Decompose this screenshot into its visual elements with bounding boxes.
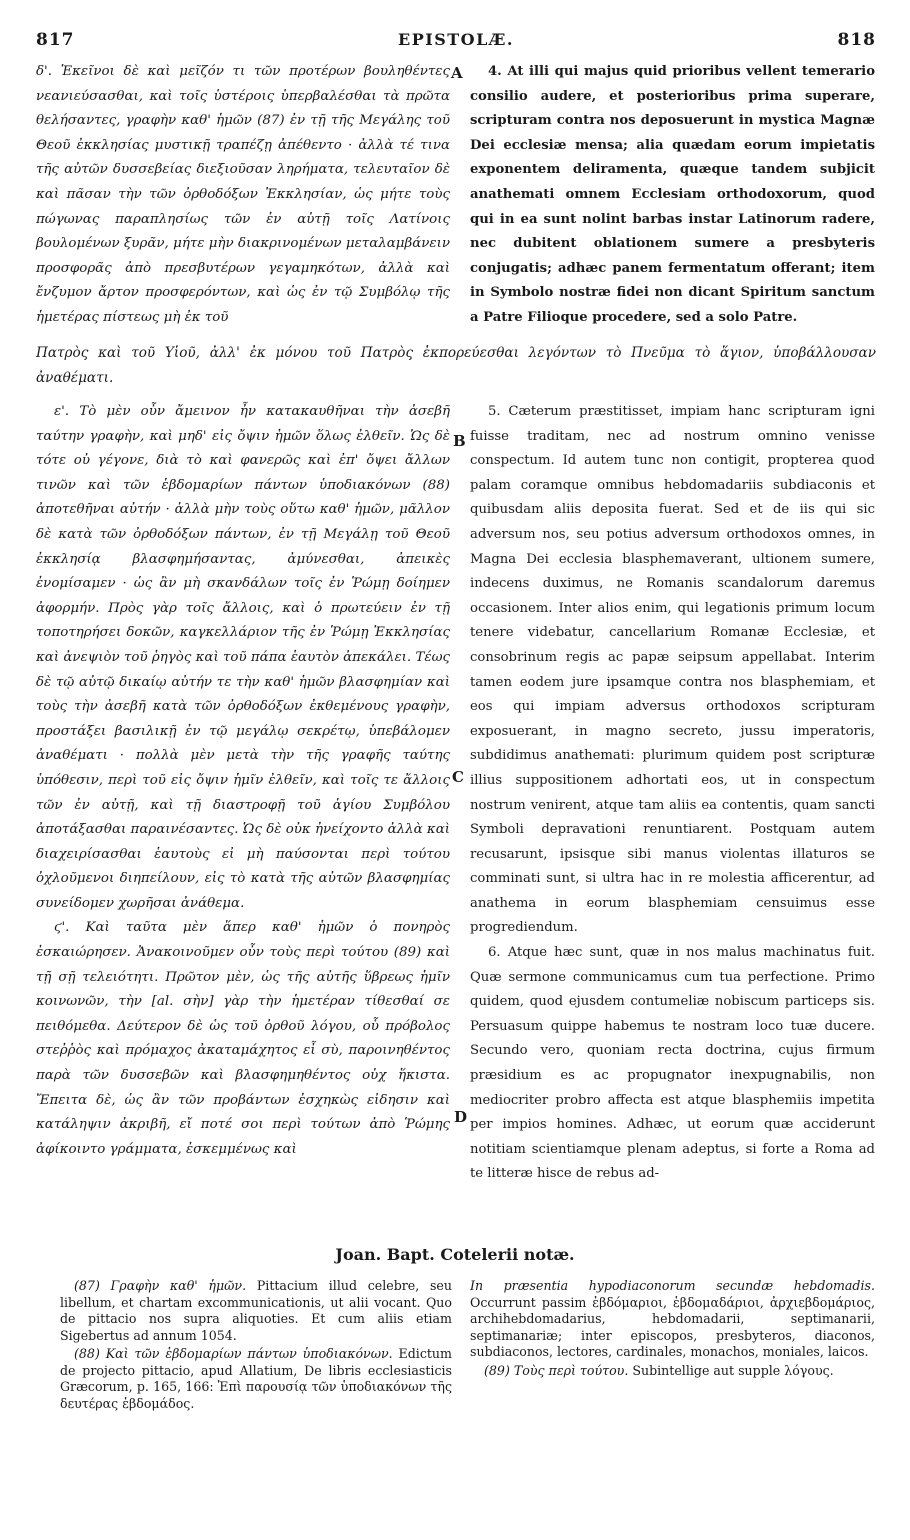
margin-marker-d: D <box>454 1108 468 1126</box>
latin-paragraph-6: 6. Atque hæc sunt, quæ in nos malus machinatus fuit. Quæ sermone communicamus cum tua perfectione. Primo quidem, quod ejusdem contumeliæ nobiscum particeps sis. Persuasum quippe habemus te nostram loco tuæ ducere. Secundo vero, quoniam recta doctrina, cujus firmum præsidium es ac propugnator inexpugnabilis, non mediocriter probro affecta est atque blasphemiis impetita per impios homines. Adhæc, ut eorum quæ acciderunt notitiam scientiamque plenam adeptus, si forte a Roma ad te litteræ hisce de rebus ad- <box>470 945 875 1182</box>
notes-right-column <box>470 1278 875 1381</box>
note-89 <box>470 1363 875 1380</box>
margin-marker-a: A <box>451 64 463 82</box>
greek-paragraph-4: δ'. Ἐκεῖνοι δὲ καὶ μεῖζόν τι τῶν προτέρων βουληθέντες νεανιεύσασθαι, καὶ τοῖς ὑστέροις ὑπερβαλέσθαι τὰ πρῶτα θελήσαντες, γραφὴν καθ' ἡμῶν (87) ἐν τῇ τῆς Μεγάλης τοῦ Θεοῦ ἐκκλησίας μυστικῇ τραπέζῃ ἀπέθεντο · ἀλλὰ τέ τινα τῆς αὐτῶν δυσσεβείας διεξιοῦσαν ληρήματα, τελευταῖον δὲ καὶ πᾶσαν τὴν τῶν ὀρθοδόξων Ἐκκλησίαν, ὡς μήτε τοὺς πώγωνας παραπλησίως τῶν ἐν αὐτῇ τοῖς Λατίνοις βουλομένων ξυρᾶν, μήτε μὴν διακρινομένων μεταλαμβάνειν προσφορᾶς ἀπὸ πρεσβυτέρων γεγαμηκότων, ἀλλὰ καὶ ἔνζυμον ἄρτον προσφερόντων, καὶ ὡς ἐν τῷ Συμβόλῳ τῆς ἡμετέρας πίστεως μὴ ἐκ τοῦ <box>36 64 450 325</box>
greek-paragraph-5: ε'. Τὸ μὲν οὖν ἄμεινον ἦν κατακαυθῆναι τὴν ἀσεβῆ ταύτην γραφὴν, καὶ μηδ' εἰς ὄψιν ἡμῶν ὅλως ἐλθεῖν. Ὡς δὲ τότε οὐ γέγονε, διὰ τὸ καὶ φανερῶς καὶ ἐπ' ὄψει ἄλλων τινῶν καὶ τῶν ἑβδομαρίων πάντων ὑποδιακόνων (88) ἀποτεθῆναι αὐτήν · ἀλλὰ μὴν τοὺς οὕτω καθ' ἡμῶν, μᾶλλον δὲ κατὰ τῶν ὀρθοδόξων πάντων, ἐν τῇ Μεγάλῃ τοῦ Θεοῦ ἐκκλησίᾳ βλασφημήσαντας, ἀμύνεσθαι, ἀπεικὲς ἐνομίσαμεν · ὡς ἂν μὴ σκανδάλων τοῖς ἐν Ῥώμῃ δοίημεν ἀφορμήν. Πρὸς γὰρ τοῖς ἄλλοις, καὶ ὁ πρωτεύειν ἐν τῇ τοποτηρήσει δοκῶν, καγκελλάριον τῆς ἐν Ῥώμῃ Ἐκκλησίας καὶ ἀνεψιὸν τοῦ ῥηγὸς καὶ τοῦ πάπα ἑαυτὸν ἀπεκάλει. Τέως δὲ τῷ αὐτῷ δικαίῳ αὐτήν τε τὴν καθ' ἡμῶν βλασφημίαν καὶ τοὺς τὴν ἀσεβῆ κατὰ τῶν ὀρθοδόξων ἐκθεμένους γραφὴν, προστάξει βασιλικῇ ἐν τῷ μεγάλῳ σεκρέτῳ, ὑπεβάλομεν ἀναθέματι · πολλὰ μὲν μετὰ τὴν τῆς γραφῆς ταύτης ὑπόθεσιν, περὶ τοῦ εἰς ὄψιν ἡμῖν ἐλθεῖν, καὶ τοῖς τε ἄλλοις τῶν ἐν αὐτῇ, καὶ τῇ διαστροφῇ τοῦ ἁγίου Συμβόλου ἀποτάξασθαι παραινέσαντες. Ὡς δὲ οὐκ ἠνείχοντο ἀλλὰ καὶ διαχειρίσασθαι ἑαυτοὺς εἰ μὴ παύσονται περὶ τούτου ὀχλοῦμενοι διηπείλουν, εἰς τὸ κατὰ τῆς αὐτῶν βλασφημίας συνείδομεν χωρῆσαι ἀνάθεμα. <box>36 404 450 911</box>
note-88 <box>60 1346 452 1412</box>
margin-marker-b: B <box>453 432 466 450</box>
notes-left-column <box>60 1278 452 1414</box>
right-page-number: 818 <box>837 30 876 50</box>
note-88-text: Edictum de projecto pittacio, apud Allatium, De libris ecclesiasticis Græcorum, p. 165, 166: Ἐπὶ παρουσίᾳ τῶν ὑποδιακόνων τῆς δευτέρας ἑβδομάδος. <box>60 1346 452 1411</box>
note-87 <box>60 1278 452 1344</box>
left-page-number: 817 <box>36 30 75 50</box>
page-header <box>36 30 876 56</box>
running-title: EPISTOLÆ. <box>398 30 514 49</box>
latin-paragraph-5: 5. Cæterum præstitisset, impiam hanc scripturam igni fuisse traditam, nec ad nostrum omnino venisse conspectum. Id autem tunc non contigit, propterea quod palam coramque omnibus hebdomadariis subdiaconis et quibusdam aliis deposita fuerat. Sed et de iis qui sic adversum nos, seu potius adversum orthodoxos omnes, in Magna Dei ecclesia blasphemaverant, ultionem sumere, indecens duximus, ne Romanis scandalorum daremus occasionem. Inter alios enim, qui legationis primum locum tenere videbatur, cancellarium Romanæ Ecclesiæ, et consobrinum regis ac papæ seipsum appellabat. Interim tamen eodem jure ipsamque contra nos blasphemiam, et eos qui impiam adversus orthodoxos scripturam exposuerant, in magno secreto, jussu imperatoris, subdidimus anathemati: plurimum quidem post scripturæ illius suppositionem adhortati eos, ut in conspectum nostrum venirent, atque tam aliis ea contentis, quam sancti Symboli depravationi renuntiarent. Postquam autem recusarunt, ipsisque sibi manus violentas illaturos se comminati sunt, si ultra hac in re molestia afficerentur, ad anathema in eorum blasphemiam censuimus esse progrediendum. <box>470 404 875 936</box>
note-87-text: Pittacium illud celebre, seu libellum, et chartam excommunicationis, ut alii vocant. Quo de pittacio nos supra aliquoties. Et cum aliis etiam Sigebertus ad annum 1054. <box>60 1278 452 1343</box>
notes-title: Joan. Bapt. Cotelerii notæ. <box>335 1245 575 1264</box>
note-89-head: (89) Τοὺς περὶ τούτου. <box>484 1362 629 1378</box>
latin-column-section-4 <box>470 60 875 331</box>
greek-column-section-4 <box>36 60 450 331</box>
note-88-head: (88) Καὶ τῶν ἑβδομαρίων πάντων ὑποδιακόνων. <box>74 1346 393 1361</box>
note-88-continued <box>470 1278 875 1361</box>
greek-spanning-line: Πατρὸς καὶ τοῦ Υἱοῦ, ἀλλ' ἐκ μόνου τοῦ Πατρὸς ἐκπορεύεσθαι λεγόντων τὸ Πνεῦμα τὸ ἅγιον, ὑποβάλλουσαν ἀναθέματι. <box>36 345 876 386</box>
note-88-continued-head: In præsentia hypodiaconorum secundæ hebdomadis. <box>470 1278 875 1293</box>
latin-paragraph-4: 4. At illi qui majus quid prioribus vellent temerario consilio audere, et posterioribus prima superare, scripturam contra nos deposuerunt in mystica Magnæ Dei ecclesiæ mensa; alia quædam eorum impietatis exponentem deliramenta, quæque tandem subjicit anathemati omnem Ecclesiam orthodoxorum, quod qui in ea sunt nolint barbas instar Latinorum radere, nec dubitent oblationem sumere a presbyteris conjugatis; adhæc panem fermentatum offerant; item in Symbolo nostræ fidei non dicant Spiritum sanctum a Patre Filioque procedere, sed a solo Patre. <box>470 64 875 325</box>
margin-marker-c: C <box>452 768 464 786</box>
greek-column-sections-5-6 <box>36 400 450 1162</box>
latin-column-sections-5-6 <box>470 400 875 1187</box>
note-87-head: (87) Γραφὴν καθ' ἡμῶν. <box>74 1278 247 1293</box>
note-89-text: Subintellige aut supple λόγους. <box>628 1362 834 1378</box>
note-88-continued-text: Occurrunt passim ἑβδόμαριοι, ἑβδομαδάριοι, ἀρχιεβδομάριος, archihebdomadarius, hebdomadarii, septimanarii, septimanariæ; inter episcopos, presbyteros, diaconos, subdiaconos, lectores, cardinales, monachos, moniales, laicos. <box>470 1294 875 1359</box>
greek-paragraph-6: ϛ'. Καὶ ταῦτα μὲν ἅπερ καθ' ἡμῶν ὁ πονηρὸς ἐσκαιώρησεν. Ἀνακοινοῦμεν οὖν τοὺς περὶ τούτου (89) καὶ τῇ σῇ τελειότητι. Πρῶτον μὲν, ὡς τῆς αὐτῆς ὕβρεως ἡμῖν κοινωνῶν, τὴν [al. σὴν] γὰρ τὴν ἡμετέραν τίθεσθαί σε πειθόμεθα. Δεύτερον δὲ ὡς τοῦ ὀρθοῦ λόγου, οὗ πρόβολος στεῤῥὸς καὶ πρόμαχος ἀκαταμάχητος εἶ σὺ, παροινηθέντος παρὰ τῶν δυσσεβῶν καὶ βλασφημηθέντος οὐχ ἥκιστα. Ἔπειτα δὲ, ὡς ἂν τῶν προβάντων ἐσχηκὼς εἰδησιν καὶ κατάληψιν ἀκριβῆ, εἴ ποτέ σοι περὶ τούτων ἀπὸ Ῥώμης ἀφίκοιντο γράμματα, ἐσκεμμένως καὶ <box>36 920 450 1157</box>
